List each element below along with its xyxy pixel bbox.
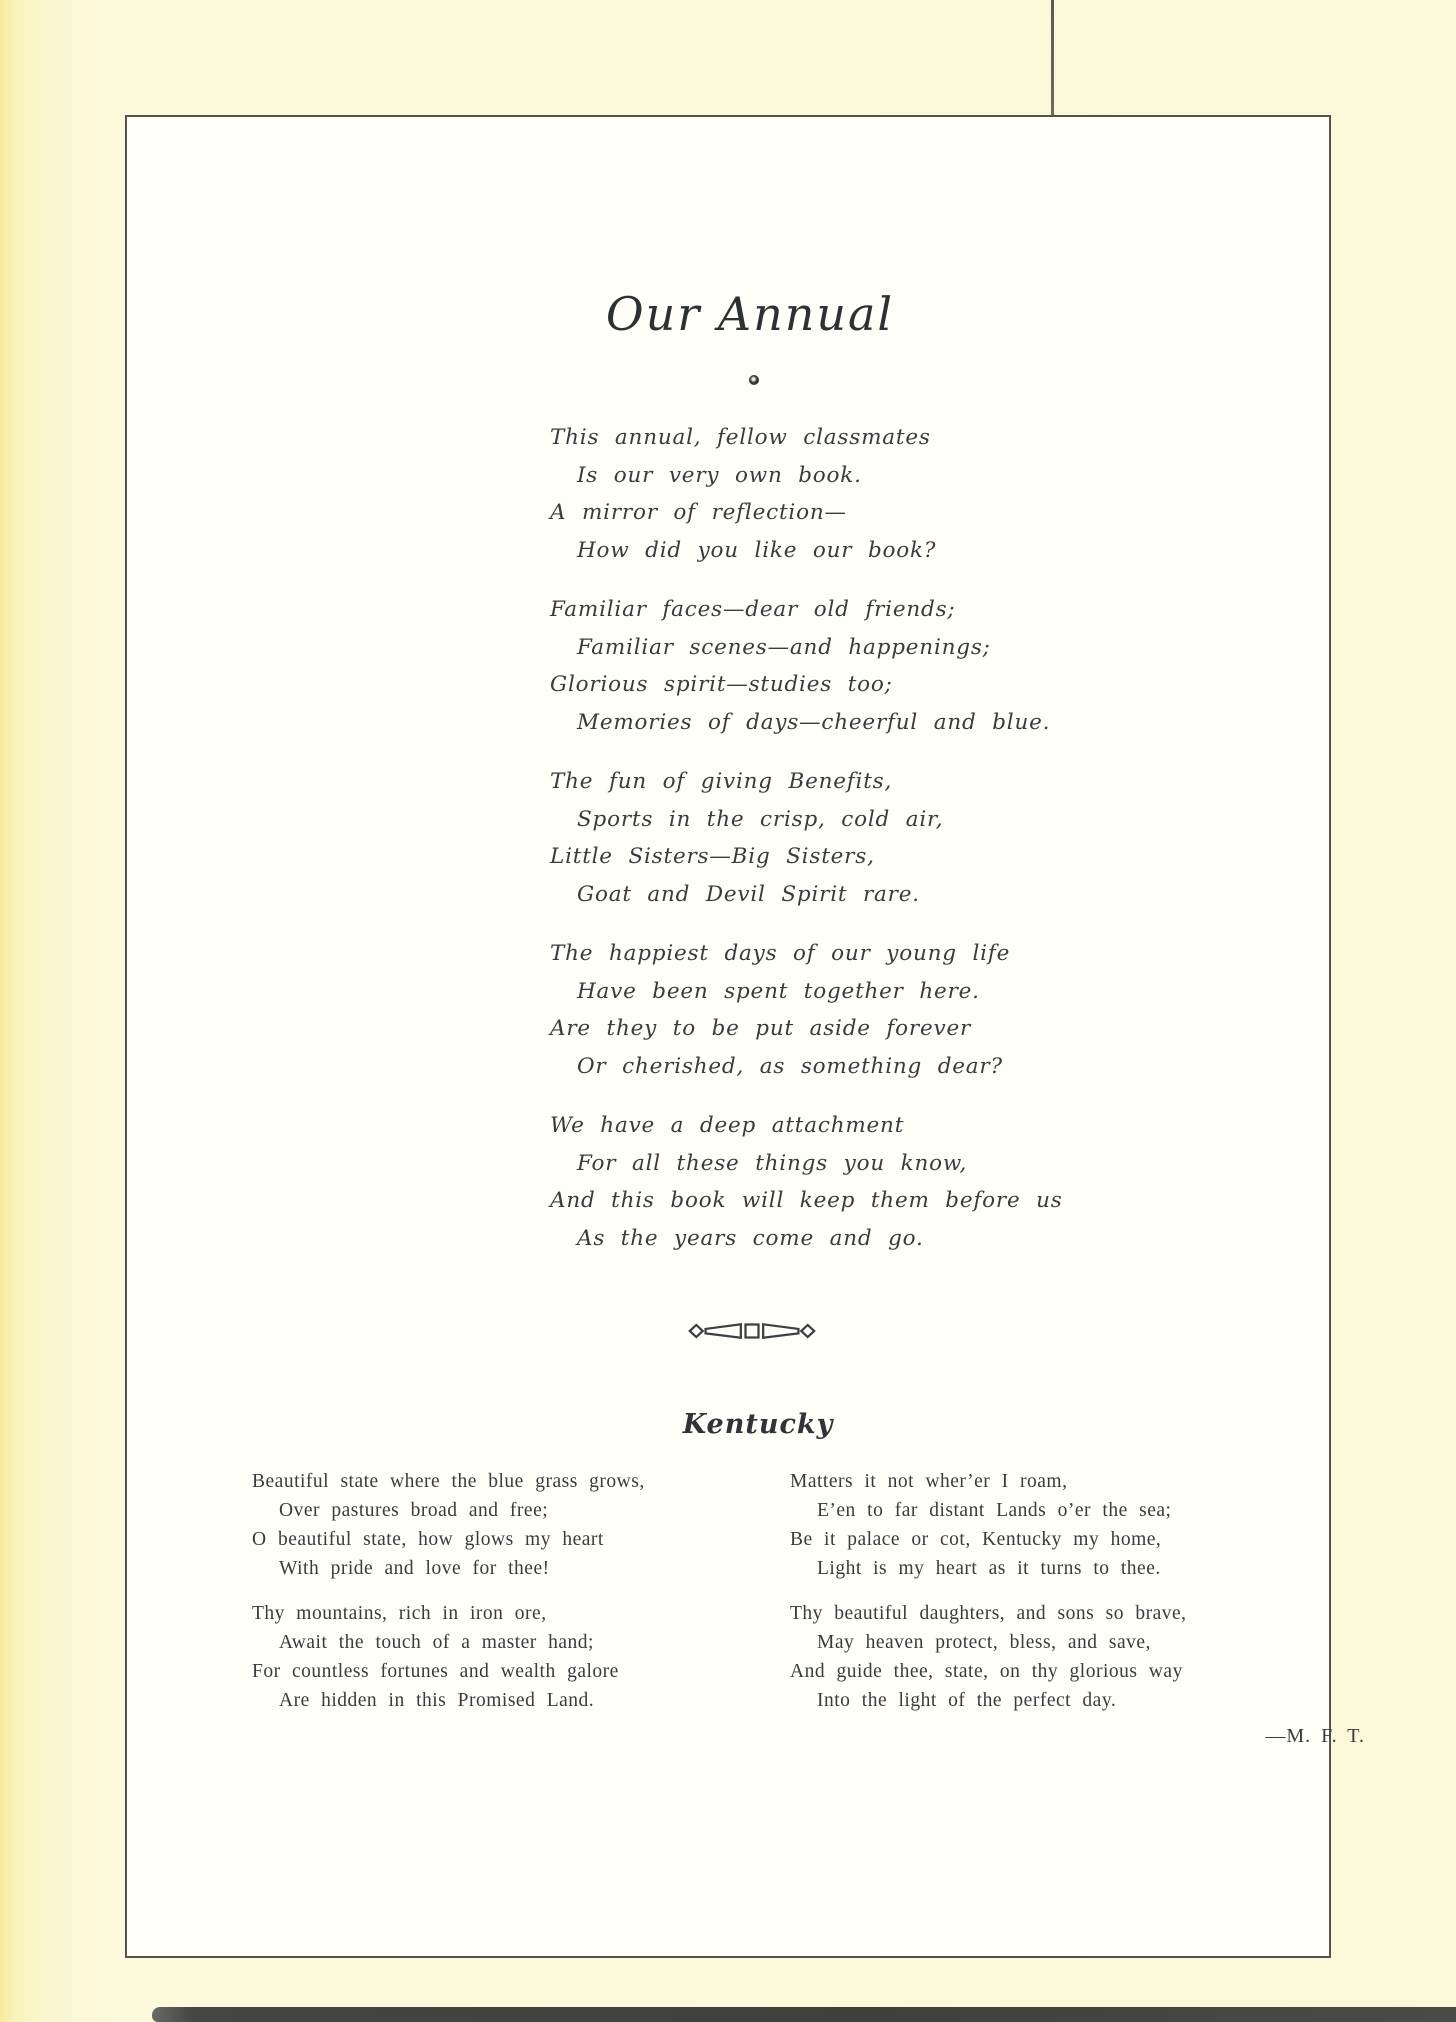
poem-line: How did you like our book? [577,537,937,563]
poem-line: A mirror of reflection— [550,500,847,525]
poem-line: The happiest days of our young life [550,941,1011,966]
poem-line: Over pastures broad and free; [279,1500,549,1521]
scan-crease-line [1051,0,1054,116]
divider-ornament-icon [687,1317,817,1345]
poem-line: And guide thee, state, on thy glorious way [790,1661,1183,1682]
page-frame [125,115,1365,1958]
poem-line: For countless fortunes and wealth galore [252,1661,619,1682]
poem-line: Sports in the crisp, cold air, [577,806,944,832]
poem-line: Are hidden in this Promised Land. [279,1690,595,1711]
poem-line: Is our very own book. [577,462,862,488]
poem-line: Memories of days—cheerful and blue. [577,709,1051,735]
dot-ornament-icon [749,375,759,385]
poem-line: Are they to be put aside forever [550,1016,972,1041]
poem-line: Or cherished, as something dear? [577,1053,1003,1079]
poem-stanza [252,1467,722,1583]
poem-line: Light is my heart as it turns to thee. [817,1558,1161,1579]
poem-stanza [550,763,1190,913]
poem-line: Be it palace or cot, Kentucky my home, [790,1529,1162,1550]
poem-stanza [790,1599,1260,1715]
poem-line: The fun of giving Benefits, [550,769,893,794]
poem-stanza [550,935,1190,1085]
poem-line: This annual, fellow classmates [550,425,931,450]
poem-stanza [550,1107,1190,1257]
poem-line: E’en to far distant Lands o’er the sea; [817,1500,1172,1521]
poem-line: Thy beautiful daughters, and sons so brave, [790,1603,1187,1624]
poem-line: Familiar scenes—and happenings; [577,634,991,660]
poem-line: Familiar faces—dear old friends; [550,597,956,622]
poem-line: May heaven protect, bless, and save, [817,1632,1151,1653]
kentucky-poem-right-column [790,1467,1260,1731]
poem-stanza [550,591,1190,741]
kentucky-poem-left-column [252,1467,722,1731]
poem-line: Beautiful state where the blue grass grows, [252,1471,645,1492]
poem-line: Into the light of the perfect day. [817,1690,1117,1711]
poem-stanza [550,419,1190,569]
poem-line: Matters it not wher’er I roam, [790,1471,1068,1492]
poem-stanza [252,1599,722,1715]
kentucky-heading: Kentucky [682,1409,834,1440]
poem-line: Have been spent together here. [577,978,980,1004]
annual-poem [550,419,1190,1279]
poem-line: Await the touch of a master hand; [279,1632,594,1653]
poem-line: And this book will keep them before us [550,1188,1063,1213]
poem-line: Glorious spirit—studies too; [550,672,893,697]
poem-attribution: —M. F. T. [1265,1725,1365,1747]
poem-line: We have a deep attachment [550,1113,905,1138]
poem-line: As the years come and go. [577,1225,924,1251]
poem-line: Little Sisters—Big Sisters, [550,844,875,869]
poem-line: O beautiful state, how glows my heart [252,1529,604,1550]
poem-line: For all these things you know, [577,1150,968,1176]
poem-line: Thy mountains, rich in iron ore, [252,1603,547,1624]
poem-stanza [790,1467,1260,1583]
scan-edge-strip [152,2007,1456,2022]
poem-line: Goat and Devil Spirit rare. [577,881,920,907]
page-title: Our Annual [605,287,895,341]
poem-line: With pride and love for thee! [279,1558,550,1579]
